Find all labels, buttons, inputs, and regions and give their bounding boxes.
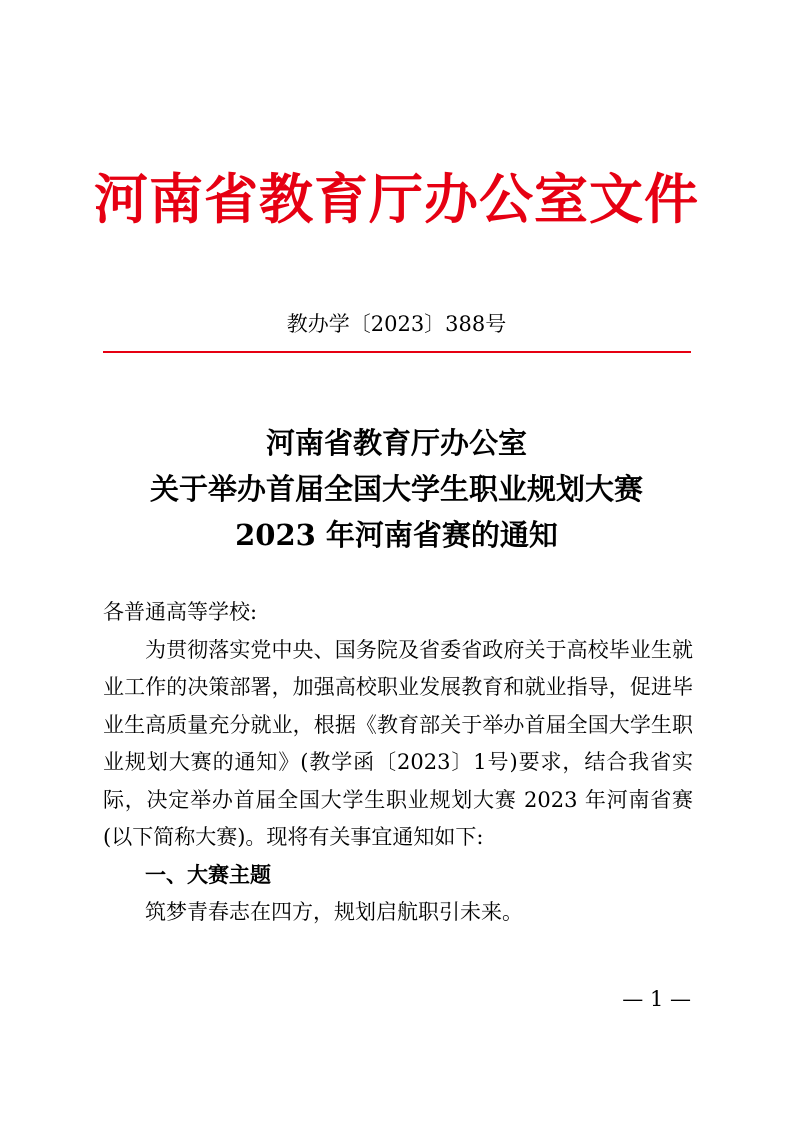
- intro-paragraph: 为贯彻落实党中央、国务院及省委省政府关于高校毕业生就业工作的决策部署，加强高校职业发展教育和就业指导，促进毕业生高质量充分就业，根据《教育部关于举办首届全国大学生职业规划大赛的通知》(教学函〔2023〕1号)要求，结合我省实际，决定举办首届全国大学生职业规划大赛 2023 年河南省赛(以下简称大赛)。现将有关事宜通知如下:: [103, 637, 693, 849]
- title-line-1: 河南省教育厅办公室: [265, 426, 527, 460]
- red-divider-rule: [103, 351, 691, 353]
- salutation: 各普通高等学校:: [103, 600, 258, 624]
- document-number: 教办学〔2023〕388号: [286, 312, 507, 336]
- document-masthead: 河南省教育厅办公室文件: [94, 168, 699, 231]
- title-line-3: 2023 年河南省赛的通知: [235, 518, 558, 552]
- title-line-2: 关于举办首届全国大学生职业规划大赛: [149, 472, 643, 506]
- section-1-heading: 一、大赛主题: [145, 862, 271, 887]
- notice-title: [0, 420, 793, 558]
- page-number: — 1 —: [622, 987, 691, 1011]
- section-1-text: 筑梦青春志在四方，规划启航职引未来。: [145, 900, 523, 924]
- notice-body: [103, 594, 693, 932]
